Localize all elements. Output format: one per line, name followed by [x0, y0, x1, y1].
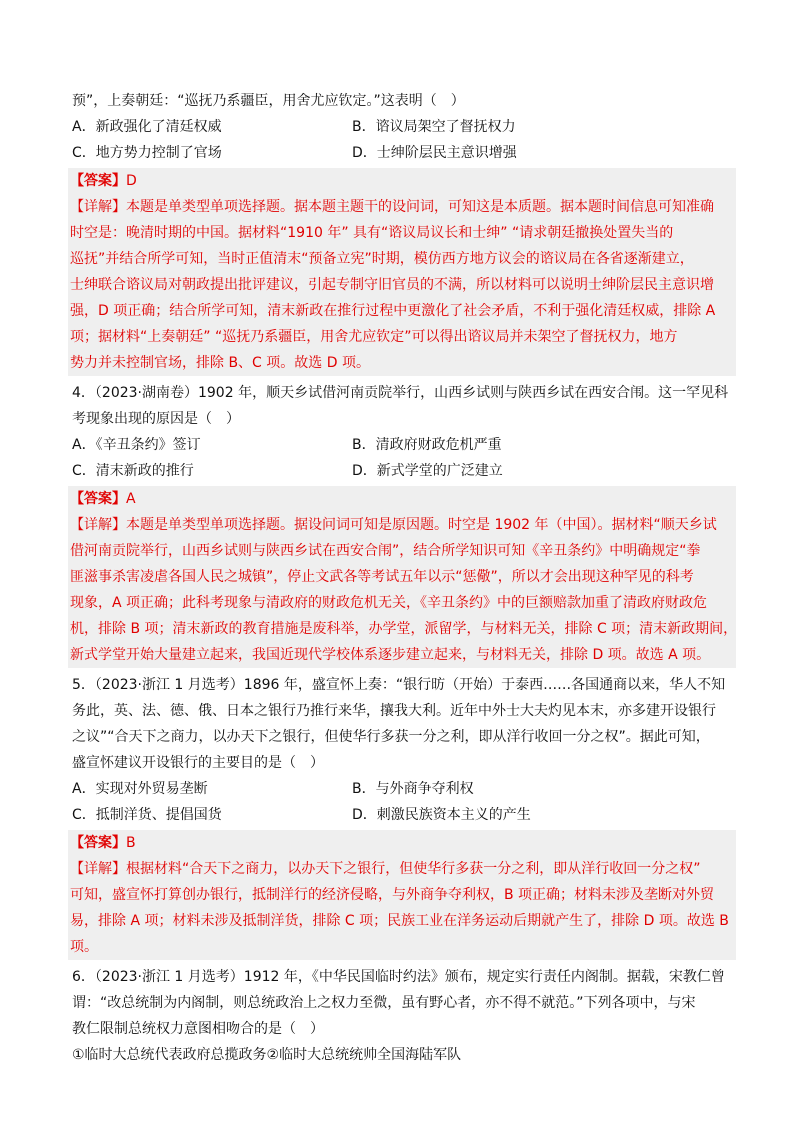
detail-line: 匪滋事杀害凌虐各国人民之城镇”，停止文武各等考试五年以示“惩儆”，所以才会出现这种罕见的科考	[70, 569, 694, 585]
detail-line: 时空是：晚清时期的中国。据材料“1910 年” 具有“谘议局议长和士绅” “请求朝廷撤换处置失当的	[70, 225, 674, 241]
question-5-stem: 5．（2023·浙江 1 月选考）1896 年，盛宣怀上奏：“银行昉（开始）于泰西……各国通商以来，华人不知	[72, 677, 726, 693]
detail-line: 【详解】本题是单类型单项选择题。据设问词可知是原因题。时空是 1902 年（中国）。据材料“顺天乡试	[70, 517, 717, 533]
question-5-stem: 盛宣怀建议开设银行的主要目的是（ ）	[72, 755, 324, 771]
option-b: B．谘议局架空了督抚权力	[352, 119, 516, 135]
option-a: A．实现对外贸易垄断	[72, 781, 208, 797]
detail-line: 可知，盛宣怀打算创办银行，抵制洋行的经济侵略，与外商争夺利权，B 项正确；材料未涉及垄断对外贸	[70, 887, 715, 903]
option-d: D．新式学堂的广泛建立	[352, 463, 503, 479]
question-6-stem: 教仁限制总统权力意图相吻合的是（ ）	[72, 1021, 324, 1037]
question-5-options-row-2	[72, 802, 732, 828]
question-3-answer-block	[68, 168, 736, 376]
question-3-options-row-2	[72, 140, 732, 166]
option-a: A．《辛丑条约》签订	[72, 437, 201, 453]
detail-line: 士绅联合谘议局对朝政提出批评建议，引起专制守旧官员的不满，所以材料可以说明士绅阶层民主意识增	[70, 277, 714, 293]
detail-line: 现象，A 项正确；此科考现象与清政府的财政危机无关，《辛丑条约》中的巨额赔款加重了清政府财政危	[70, 595, 708, 611]
detail-line: 强，D 项正确；结合所学可知，清末新政在推行过程中更激化了社会矛盾，不利于强化清廷权威，排除 A	[70, 303, 716, 319]
question-5-answer-block	[68, 830, 736, 960]
document-page	[70, 88, 738, 1068]
question-4-stem: 4．（2023·湖南卷）1902 年，顺天乡试借河南贡院举行，山西乡试则与陕西乡试在西安合闱。这一罕见科	[72, 385, 729, 401]
detail-line: 巡抚”并结合所学可知，当时正值清末“预备立宪”时期，模仿西方地方议会的谘议局在各省逐渐建立，	[70, 251, 694, 267]
detail-line: 项；据材料“上奏朝廷” “巡抚乃系疆臣，用舍尤应钦定”可以得出谘议局并未架空了督抚权力，地方	[70, 329, 678, 345]
question-6-stem: 谓：“改总统制为内阁制，则总统政治上之权力至微，虽有野心者，亦不得不就范。”下列各项中，与宋	[72, 995, 696, 1011]
option-c: C．清末新政的推行	[72, 463, 194, 479]
option-b: B．与外商争夺利权	[352, 781, 474, 797]
question-3-options-row-1	[72, 114, 732, 140]
detail-line: 新式学堂开始大量建立起来，我国近现代学校体系逐步建立起来，与材料无关，排除 D 项。故选 A 项。	[70, 647, 711, 663]
question-6-stem: 6．（2023·浙江 1 月选考）1912 年，《中华民国临时约法》颁布，规定实行责任内阁制。据载，宋教仁曾	[72, 969, 725, 985]
answer-tag: 【答案】	[70, 491, 126, 507]
question-4-options-row-2	[72, 458, 732, 484]
question-4-answer-block	[68, 486, 736, 668]
answer-tag: 【答案】	[70, 835, 126, 851]
answer-line	[70, 168, 734, 194]
option-c: C．地方势力控制了官场	[72, 145, 222, 161]
answer-value: B	[126, 835, 136, 851]
answer-value: D	[126, 173, 137, 189]
question-5-options-row-1	[72, 776, 732, 802]
answer-value: A	[126, 491, 136, 507]
question-4-options-row-1	[72, 432, 732, 458]
option-b: B．清政府财政危机严重	[352, 437, 502, 453]
answer-tag: 【答案】	[70, 173, 126, 189]
detail-line: 【详解】根据材料“合天下之商力，以办天下之银行，但使华行多获一分之利，即从洋行收回一分之权”	[70, 861, 701, 877]
detail-line: 借河南贡院举行，山西乡试则与陕西乡试在西安合闱”，结合所学知识可知《辛丑条约》中明确规定“拳	[70, 543, 701, 559]
option-a: A．新政强化了清廷权威	[72, 119, 222, 135]
option-c: C．抵制洋货、提倡国货	[72, 807, 222, 823]
detail-line: 项。	[70, 939, 98, 955]
answer-line	[70, 830, 734, 856]
question-6-stem: ①临时大总统代表政府总揽政务②临时大总统统帅全国海陆军队	[72, 1047, 462, 1063]
detail-line: 易，排除 A 项；材料未涉及抵制洋货，排除 C 项；民族工业在洋务运动后期就产生了，排除 D 项。故选 B	[70, 913, 729, 929]
question-4-stem: 考现象出现的原因是（ ）	[72, 411, 240, 427]
detail-line: 机，排除 B 项；清末新政的教育措施是废科举，办学堂，派留学，与材料无关，排除 C 项；清末新政期间，	[70, 621, 738, 637]
question-5-stem: 务此，英、法、德、俄、日本之银行乃推行来华，攘我大利。近年中外士大夫灼见本末，亦多建开设银行	[72, 703, 716, 719]
detail-line: 【详解】本题是单类型单项选择题。据本题主题干的设问词，可知这是本质题。据本题时间信息可知准确	[70, 199, 714, 215]
question-5-stem: 之议”“合天下之商力，以办天下之银行，但使华行多获一分之利，即从洋行收回一分之权”。据此可知，	[72, 729, 710, 745]
option-d: D．刺激民族资本主义的产生	[352, 807, 531, 823]
question-3-stem-tail: 预”，上奏朝廷：“巡抚乃系疆臣，用舍尤应钦定。”这表明（ ）	[72, 93, 465, 109]
answer-line	[70, 486, 734, 512]
detail-line: 势力并未控制官场，排除 B、C 项。故选 D 项。	[70, 355, 370, 371]
option-d: D．士绅阶层民主意识增强	[352, 145, 517, 161]
